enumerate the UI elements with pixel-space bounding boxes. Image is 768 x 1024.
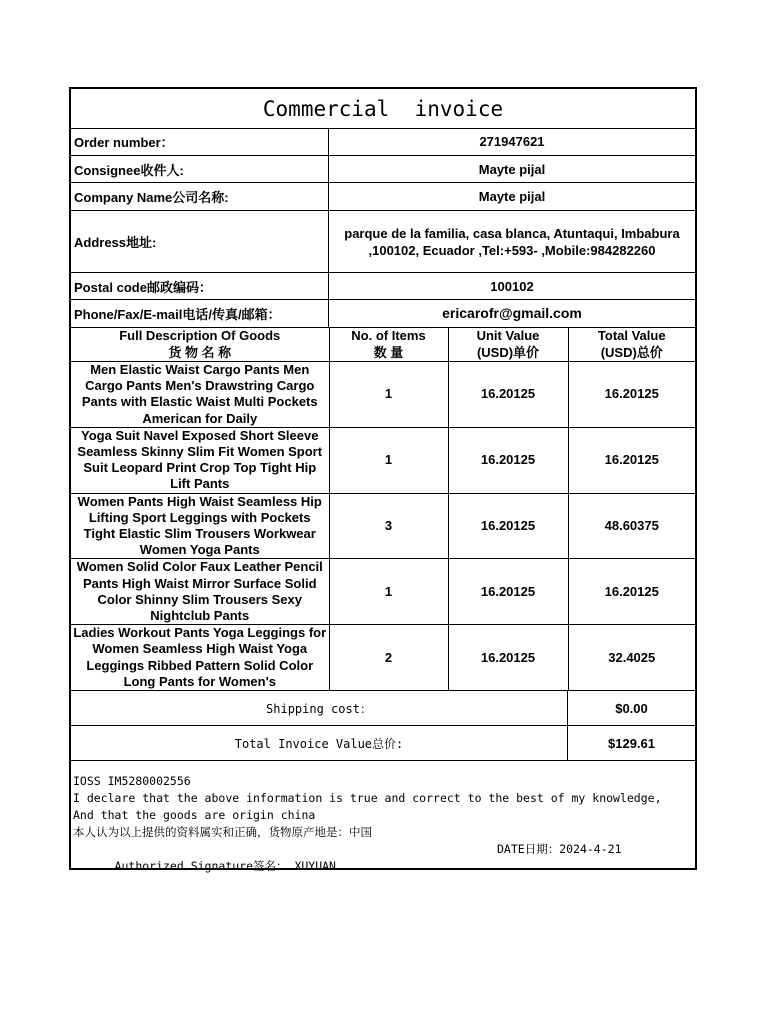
qty-header (329, 328, 448, 362)
consignee-value: Mayte pijal (478, 161, 546, 177)
description-header (71, 328, 329, 362)
postal-code-label: Postal code邮政编码： (71, 273, 329, 299)
total-invoice-row (71, 726, 695, 761)
company-name-row (71, 183, 695, 211)
item-description: Men Elastic Waist Cargo Pants Men Cargo Pants Men's Drawstring Cargo Pants with Elastic Waist Multi Pockets American for Daily (71, 362, 329, 428)
company-name-value: Mayte pijal (478, 189, 546, 204)
item-total-value: 16.20125 (568, 427, 695, 493)
commercial-invoice (69, 87, 697, 873)
item-total-value: 32.4025 (568, 625, 695, 691)
total-value-header (568, 328, 695, 362)
signature-line (73, 841, 688, 909)
item-unit-value: 16.20125 (448, 625, 568, 691)
total-invoice-value: $129.61 (608, 735, 655, 751)
total-value-header-en: Total Value (597, 328, 666, 344)
shipping-cost-label: Shipping cost： (71, 691, 568, 725)
item-description: Ladies Workout Pants Yoga Leggings for Women Seamless High Waist Yoga Leggings Ribbed Pattern Solid Color Long Pants for Women's (71, 625, 329, 691)
item-unit-value: 16.20125 (448, 559, 568, 625)
authorized-signature: Authorized Signature签名： XUYUAN (114, 859, 336, 873)
item-unit-value: 16.20125 (448, 427, 568, 493)
item-unit-value: 16.20125 (448, 493, 568, 559)
item-description: Women Pants High Waist Seamless Hip Lifting Sport Leggings with Pockets Tight Elastic Slim Trousers Workwear Women Yoga Pants (71, 493, 329, 559)
address-label: Address地址: (71, 211, 329, 272)
item-description: Yoga Suit Navel Exposed Short Sleeve Seamless Skinny Slim Fit Women Sport Suit Leopard Print Crop Top Tight Hip Lift Pants (71, 427, 329, 493)
ioss-number: IOSS IM5280002556 (73, 774, 191, 788)
description-header-en: Full Description Of Goods (119, 328, 281, 344)
order-number-value: 271947621 (479, 134, 545, 149)
item-qty: 1 (329, 427, 448, 493)
total-invoice-label: Total Invoice Value总价: (71, 726, 568, 760)
postal-code-value: 100102 (490, 278, 534, 294)
qty-header-en: No. of Items (351, 328, 426, 344)
table-row (71, 427, 695, 493)
company-name-label: Company Name公司名称: (71, 183, 329, 210)
item-total-value: 16.20125 (568, 559, 695, 625)
unit-value-header-cn: (USD)单价 (476, 344, 540, 360)
table-row (71, 559, 695, 625)
item-qty: 3 (329, 493, 448, 559)
consignee-label: Consignee收件人: (71, 156, 329, 182)
item-description: Women Solid Color Faux Leather Pencil Pants High Waist Mirror Surface Solid Color Shinny Slim Trousers Sexy Nightclub Pants (71, 559, 329, 625)
postal-code-row (71, 273, 695, 300)
table-row (71, 362, 695, 428)
invoice-title: Commercial invoice (71, 89, 695, 129)
address-value: parque de la familia, casa blanca, Atuntaqui, Imbabura ,100102, Ecuador ,Tel:+593- ,Mobile:984282260 (344, 225, 680, 258)
shipping-cost-row (71, 690, 695, 726)
table-row (71, 493, 695, 559)
table-row (71, 625, 695, 691)
declaration-line-2: And that the goods are origin china (73, 808, 316, 822)
declaration-line-cn: 本人认为以上提供的资料属实和正确，货物原产地是：中国 (73, 825, 372, 839)
goods-table (71, 327, 695, 691)
item-qty: 2 (329, 625, 448, 691)
invoice-date: DATE日期：2024-4-21 (497, 842, 622, 856)
declaration-block (73, 773, 688, 909)
goods-header-row (71, 328, 695, 362)
unit-value-header-en: Unit Value (476, 328, 540, 344)
item-total-value: 48.60375 (568, 493, 695, 559)
qty-header-cn: 数 量 (373, 344, 404, 360)
item-qty: 1 (329, 559, 448, 625)
consignee-row (71, 156, 695, 183)
phone-email-row (71, 300, 695, 327)
total-value-header-cn: (USD)总价 (600, 344, 663, 360)
phone-email-label: Phone/Fax/E-mail电话/传真/邮箱： (71, 300, 329, 327)
order-number-label: Order number： (71, 128, 329, 155)
phone-email-value: ericarofr@gmail.com (442, 305, 582, 321)
description-header-cn: 货 物 名 称 (168, 344, 232, 360)
item-qty: 1 (329, 362, 448, 428)
order-number-row (71, 128, 695, 156)
declaration-line-1: I declare that the above information is true and correct to the best of my knowledge, (73, 791, 662, 805)
item-total-value: 16.20125 (568, 362, 695, 428)
shipping-cost-value: $0.00 (615, 700, 648, 716)
address-row (71, 211, 695, 273)
unit-value-header (448, 328, 568, 362)
item-unit-value: 16.20125 (448, 362, 568, 428)
